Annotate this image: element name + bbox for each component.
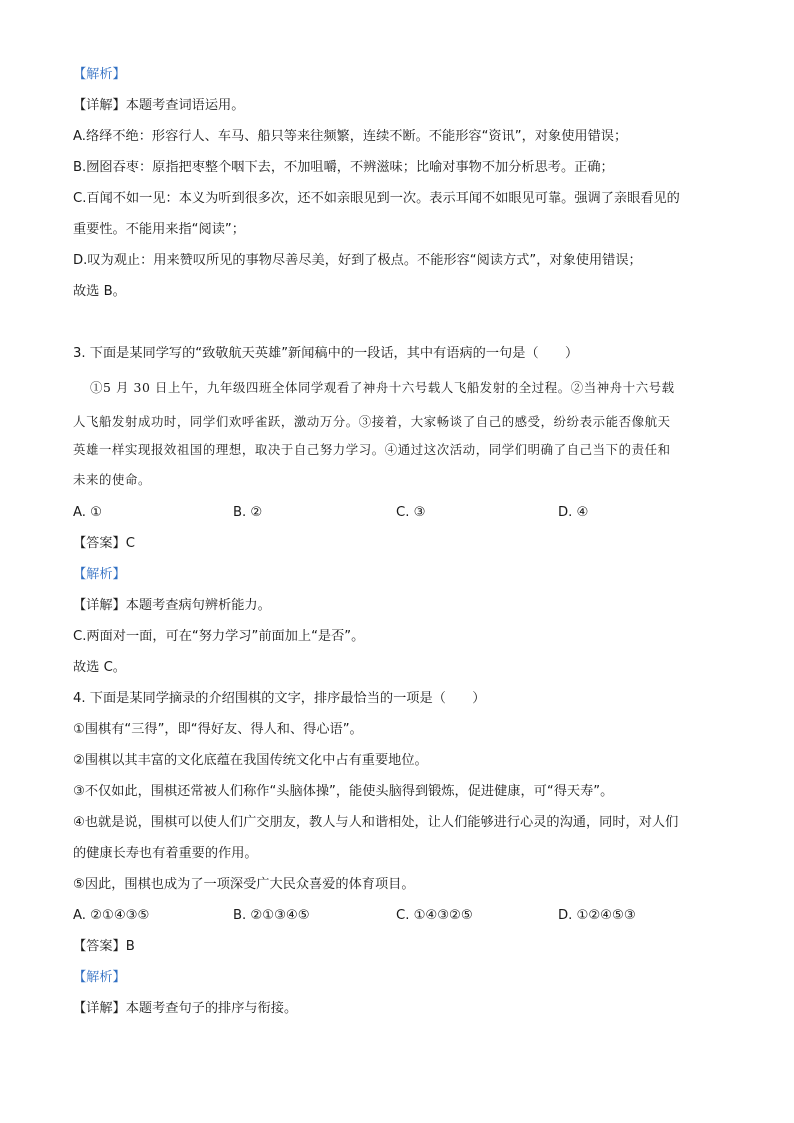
option-d-explanation: D.叹为观止：用来赞叹所见的事物尽善尽美，好到了极点。不能形容“阅读方式”，对象使用错误；	[73, 253, 642, 268]
sentence-4-cont: 的健康长寿也有着重要的作用。	[73, 846, 258, 861]
option-a: A. ①	[73, 505, 102, 520]
option-b: B. ②①③④⑤	[233, 908, 310, 923]
analysis-heading: 【解析】	[73, 970, 126, 985]
option-a: A. ②①④③⑤	[73, 908, 150, 923]
option-d: D. ①②④⑤③	[558, 908, 636, 923]
passage-line: 英雄一样实现报效祖国的理想，取决于自己努力学习。④通过这次活动，同学们明确了自己当下的责任和	[73, 442, 671, 457]
final-choice: 故选 C。	[73, 660, 126, 675]
answer-line: 【答案】C	[73, 536, 135, 551]
analysis-heading: 【解析】	[73, 567, 126, 582]
sentence-5: ⑤因此，围棋也成为了一项深受广大民众喜爱的体育项目。	[73, 877, 415, 892]
sentence-4: ④也就是说，围棋可以使人们广交朋友，教人与人和谐相处，让人们能够进行心灵的沟通，同时，对人们	[73, 815, 679, 830]
final-choice: 故选 B。	[73, 284, 126, 299]
analysis-heading: 【解析】	[73, 67, 126, 82]
detail-line: 【详解】本题考查病句辨析能力。	[73, 598, 271, 613]
option-a-explanation: A.络绎不绝：形容行人、车马、船只等来往频繁，连续不断。不能形容“资讯”，对象使用错误；	[73, 129, 628, 144]
option-c-explanation: C.百闻不如一见：本义为听到很多次，还不如亲眼见到一次。表示耳闻不如眼见可靠。强调了亲眼看见的	[73, 191, 680, 206]
question-3-stem: 3. 下面是某同学写的“致敬航天英雄”新闻稿中的一段话，其中有语病的一句是（ ）	[73, 346, 579, 361]
option-c-explanation-cont: 重要性。不能用来指“阅读”；	[73, 222, 245, 237]
sentence-1: ①围棋有“三得”，即“得好友、得人和、得心语”。	[73, 722, 363, 737]
option-b: B. ②	[233, 505, 263, 520]
sentence-3: ③不仅如此，围棋还常被人们称作“头脑体操”，能使头脑得到锻炼，促进健康，可“得天寿”。	[73, 784, 614, 799]
answer-line: 【答案】B	[73, 939, 135, 954]
passage-line: 未来的使命。	[73, 472, 151, 487]
explanation-line: C.两面对一面，可在“努力学习”前面加上“是否”。	[73, 629, 365, 644]
detail-line: 【详解】本题考查句子的排序与衔接。	[73, 1001, 298, 1016]
question-4-stem: 4. 下面是某同学摘录的介绍围棋的文字，排序最恰当的一项是（ ）	[73, 691, 486, 706]
option-c: C. ③	[396, 505, 426, 520]
passage-line: 人飞船发射成功时，同学们欢呼雀跃，激动万分。③接着，大家畅谈了自己的感受，纷纷表示能否像航天	[73, 414, 671, 429]
option-d: D. ④	[558, 505, 589, 520]
detail-line: 【详解】本题考查词语运用。	[73, 98, 245, 113]
option-b-explanation: B.囫囵吞枣：原指把枣整个咽下去，不加咀嚼，不辨滋味；比喻对事物不加分析思考。正确；	[73, 160, 614, 175]
passage-line: ①5 月 30 日上午，九年级四班全体同学观看了神舟十六号载人飞船发射的全过程。②当神舟十六号载	[90, 380, 675, 395]
option-c: C. ①④③②⑤	[396, 908, 473, 923]
sentence-2: ②围棋以其丰富的文化底蕴在我国传统文化中占有重要地位。	[73, 753, 428, 768]
